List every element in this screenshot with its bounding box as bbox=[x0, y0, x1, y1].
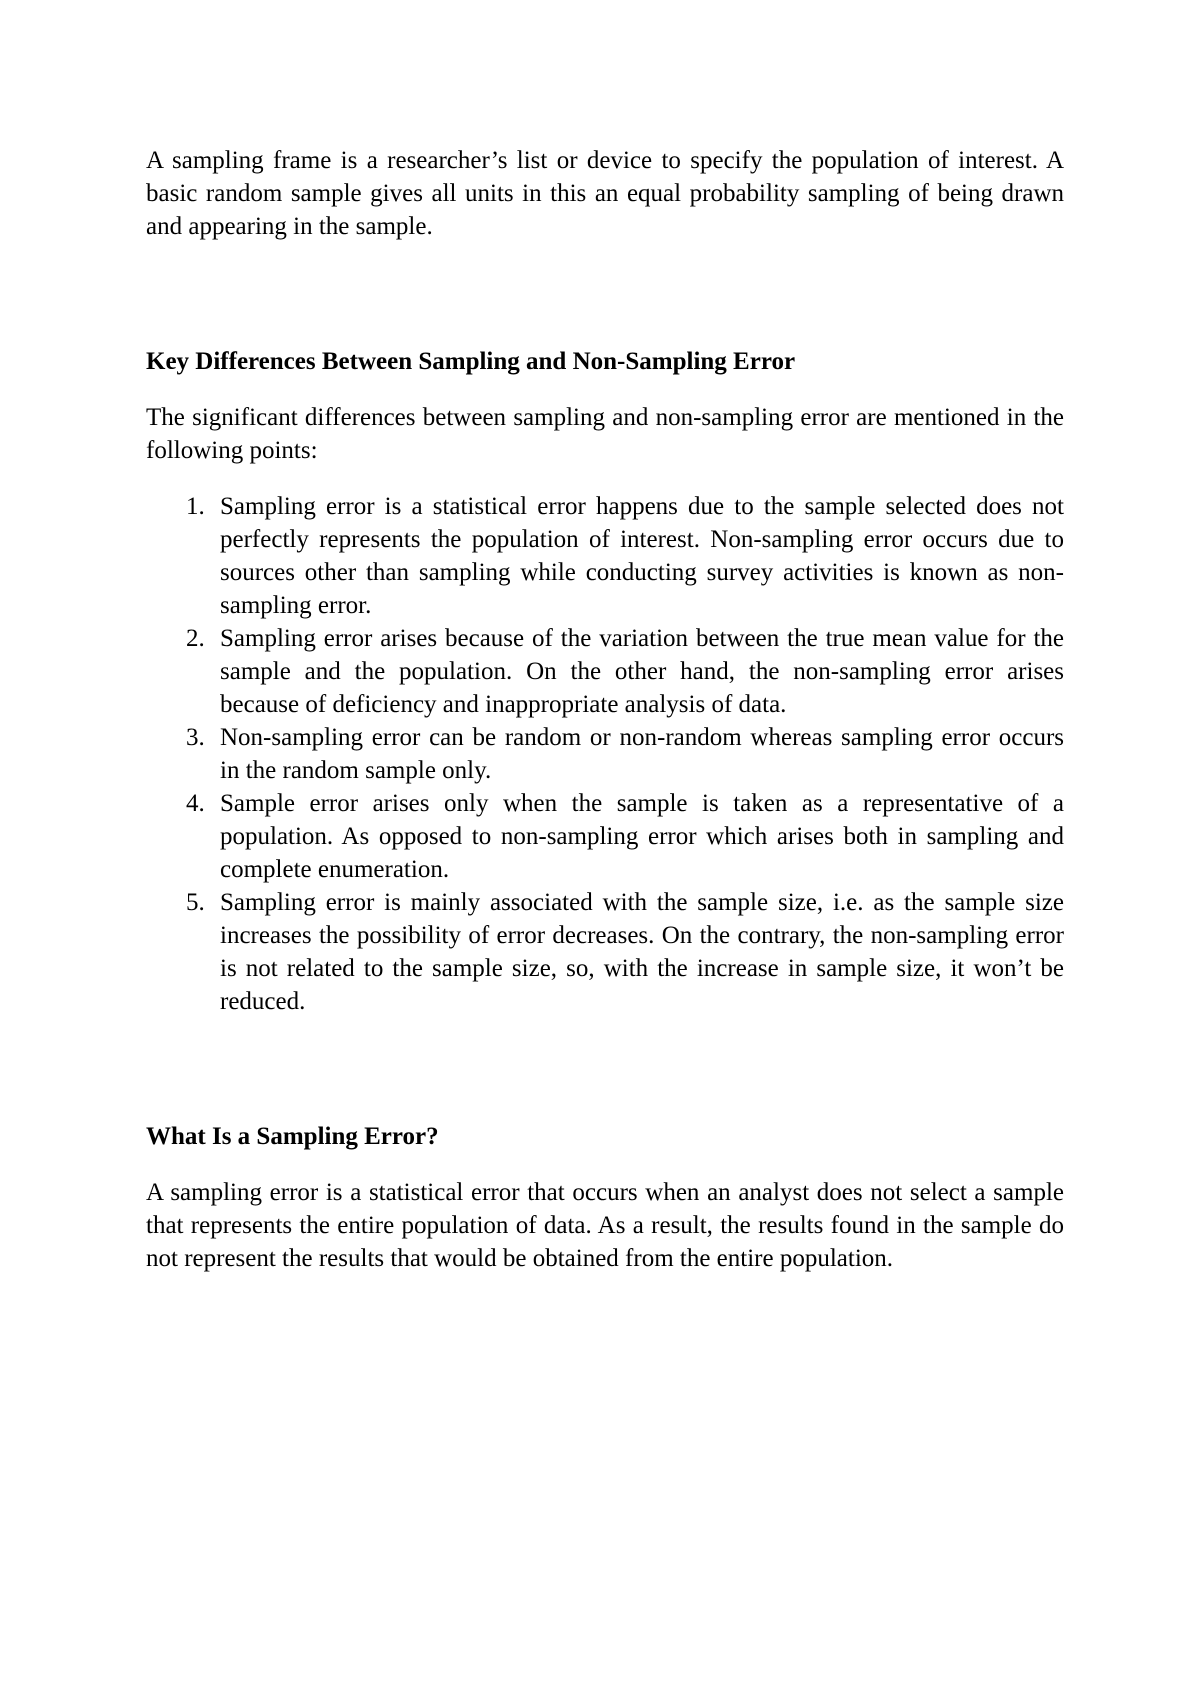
list-item-text: Non-sampling error can be random or non-random whereas sampling error occurs in the random sample only. bbox=[220, 724, 1064, 784]
differences-list bbox=[146, 490, 1064, 1018]
list-item-text: Sample error arises only when the sample is taken as a representative of a population. As opposed to non-sampling error which arises both in sampling and complete enumeration. bbox=[220, 790, 1064, 883]
list-item-number: 4. bbox=[186, 790, 205, 817]
list-item-text: Sampling error is mainly associated with the sample size, i.e. as the sample size increases the possibility of error decreases. On the contrary, the non-sampling error is not related to the sample size, so, with the increase in sample size, it won’t be reduced. bbox=[220, 889, 1064, 1015]
list-item-number: 1. bbox=[186, 493, 205, 520]
list-item-number: 2. bbox=[186, 625, 205, 652]
list-item-text: Sampling error is a statistical error happens due to the sample selected does not perfectly represents the population of interest. Non-sampling error occurs due to sources other than sampling while conducting survey activities is known as non-sampling error. bbox=[220, 493, 1064, 619]
list-item bbox=[146, 622, 1064, 721]
key-differences-lead: The significant differences between sampling and non-sampling error are mentioned in the following points: bbox=[146, 404, 1064, 464]
key-differences-heading: Key Differences Between Sampling and Non-Sampling Error bbox=[146, 348, 796, 375]
sampling-error-heading: What Is a Sampling Error? bbox=[146, 1123, 439, 1150]
list-item bbox=[146, 721, 1064, 787]
intro-paragraph: A sampling frame is a researcher’s list or device to specify the population of interest. A basic random sample gives all units in this an equal probability sampling of being drawn and appearing in the sample. bbox=[146, 147, 1064, 240]
list-item-text: Sampling error arises because of the variation between the true mean value for the sample and the population. On the other hand, the non-sampling error arises because of deficiency and inappropriate analysis of data. bbox=[220, 625, 1064, 718]
list-item bbox=[146, 490, 1064, 622]
sampling-error-paragraph: A sampling error is a statistical error that occurs when an analyst does not select a sample that represents the entire population of data. As a result, the results found in the sample do not represent the results that would be obtained from the entire population. bbox=[146, 1179, 1064, 1272]
list-item-number: 3. bbox=[186, 724, 205, 751]
list-item bbox=[146, 787, 1064, 886]
list-item-number: 5. bbox=[186, 889, 205, 916]
list-item bbox=[146, 886, 1064, 1018]
document-page bbox=[146, 144, 1064, 1275]
